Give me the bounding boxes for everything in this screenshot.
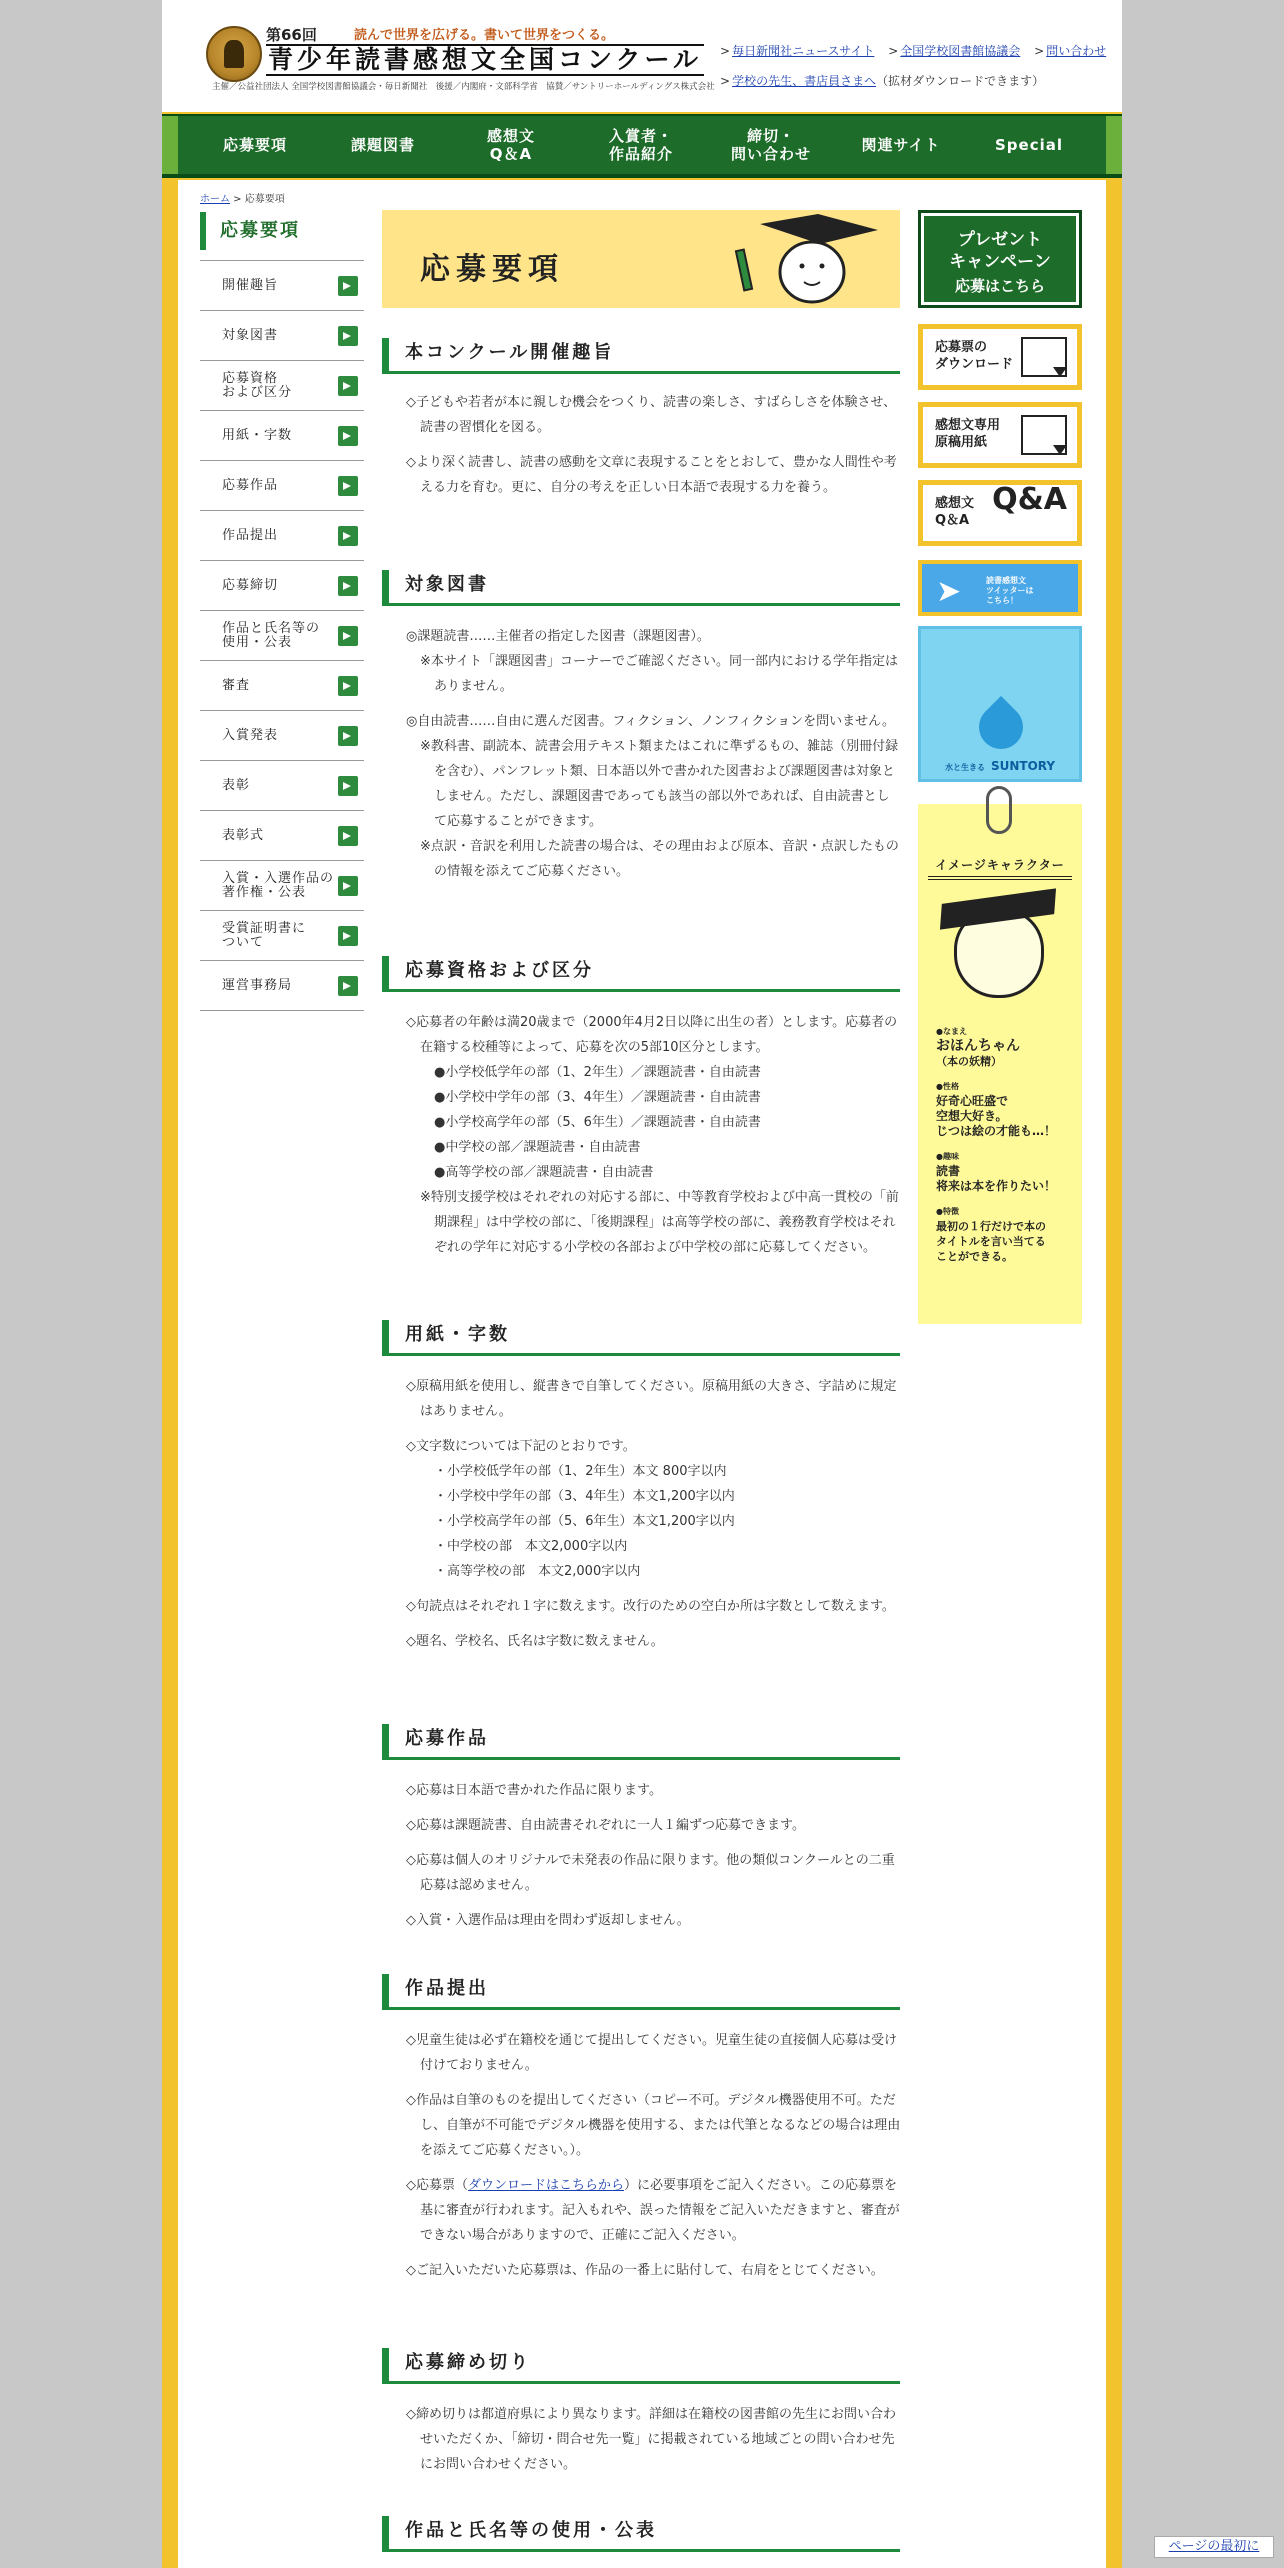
edition-label: 第66回 <box>266 26 317 44</box>
chevron-right-icon <box>338 826 358 846</box>
link-slanet[interactable]: 全国学校図書館協議会 <box>900 44 1021 58</box>
info-label: ●なまえ <box>936 1027 967 1036</box>
character-info <box>936 1014 1076 1264</box>
twitter-bird-icon: ➤ <box>936 574 962 609</box>
sidebar-item-label: 応募締切 <box>222 577 279 593</box>
logo-seal-icon[interactable] <box>206 26 262 82</box>
sidebar-item-usage[interactable] <box>200 610 364 660</box>
sidebar-divider <box>200 1010 364 1011</box>
global-nav <box>162 114 1122 178</box>
paragraph: ◇締め切りは都道府県により異なります。詳細は在籍校の図書館の先生にお問い合わせいただくか、「締切・問合せ先一覧」に掲載されている地域ごとの問い合わせ先にお問い合わせください。 <box>406 2407 896 2472</box>
section-deadline-body <box>406 2402 902 2487</box>
heading-purpose: 本コンクール開催趣旨 <box>382 338 900 374</box>
download-label: 応募票の ダウンロード <box>935 340 1014 372</box>
sidebar-item-judging[interactable] <box>200 660 364 710</box>
paragraph: ◇原稿用紙を使用し、縦書きで自筆してください。原稿用紙の大きさ、字詰めに規定はありません。 <box>406 1379 897 1419</box>
arrow-icon: > <box>720 74 731 88</box>
section-purpose-body <box>406 390 902 510</box>
download-link[interactable]: ダウンロードはこちらから <box>468 2178 625 2193</box>
sidebar-title: 応募要項 <box>200 212 364 250</box>
sidebar-item-purpose[interactable] <box>200 260 364 310</box>
paragraph: ◇ご記入いただいた応募票は、作品の一番上に貼付して、右肩をとじてください。 <box>406 2263 884 2278</box>
qa-icon: Q&A <box>992 482 1067 517</box>
chevron-right-icon <box>338 376 358 396</box>
suntory-wordmark: SUNTORY <box>990 759 1056 773</box>
water-drop-icon <box>970 696 1032 758</box>
paragraph: ◇応募は日本語で書かれた作品に限ります。 <box>406 1783 662 1798</box>
teacher-note: （拡材ダウンロードできます） <box>876 74 1045 88</box>
sidebar-item-books[interactable] <box>200 310 364 360</box>
present-line: プレゼント <box>957 230 1043 250</box>
sidebar-item-office[interactable] <box>200 960 364 1010</box>
section-works-body <box>406 1778 902 1943</box>
paragraph: ◇応募者の年齢は満20歳まで（2000年4月2日以降に出生の者）とします。応募者の在籍する校種等によって、応募を次の5部10区分とします。 <box>406 1015 898 1055</box>
paragraph: ◎課題読書……主催者の指定した図書（課題図書）。 <box>406 629 710 644</box>
sidebar-item-label: 運営事務局 <box>222 977 293 993</box>
site-title[interactable]: 青少年読書感想文全国コンクール <box>268 45 703 74</box>
link-teachers[interactable]: 学校の先生、書店員さまへ <box>732 74 877 88</box>
info-value: おほんちゃん <box>936 1038 1020 1054</box>
sidebar-item-label: 受賞証明書に ついて <box>222 920 307 950</box>
book-character-icon <box>700 210 900 308</box>
site-header <box>162 0 1122 112</box>
nav-item-deadline[interactable]: 締切・ 問い合わせ <box>730 127 811 163</box>
sidebar-item-label: 審査 <box>222 677 251 693</box>
chevron-right-icon <box>338 926 358 946</box>
chevron-right-icon <box>338 476 358 496</box>
section-eligibility-body <box>406 1010 902 1270</box>
heading-books: 対象図書 <box>382 570 900 606</box>
paragraph <box>406 2173 902 2248</box>
nav-edge-right <box>1106 116 1122 174</box>
sidebar-item-award[interactable] <box>200 760 364 810</box>
paragraph: ◎自由読書……自由に選んだ図書。フィクション、ノンフィクションを問いません。 <box>406 714 895 729</box>
download-icon <box>1021 337 1067 377</box>
download-icon <box>1021 415 1067 455</box>
tagline: 読んで世界を広げる。書いて世界をつくる。 <box>354 28 615 43</box>
list-item: ●中学校の部／課題読書・自由読書 <box>434 1140 641 1155</box>
twitter-button[interactable] <box>918 560 1082 616</box>
nav-item-related[interactable]: 関連サイト <box>861 136 941 154</box>
suntory-banner[interactable] <box>918 626 1082 782</box>
sidebar-item-label: 開催趣旨 <box>222 277 279 293</box>
present-campaign-button[interactable] <box>918 210 1082 308</box>
sidebar-item-label: 応募作品 <box>222 477 279 493</box>
qa-button[interactable] <box>918 480 1082 546</box>
paragraph: ◇より深く読書し、読書の感動を文章に表現することをとおして、豊かな人間性や考える力を育む。更に、自分の考えを正しい日本語で表現する力を養う。 <box>406 455 897 495</box>
sidebar-item-announce[interactable] <box>200 710 364 760</box>
manuscript-label: 感想文専用 原稿用紙 <box>935 418 1001 450</box>
paragraph: ◇文字数については下記のとおりです。 <box>406 1439 636 1454</box>
paragraph: ◇入賞・入選作品は理由を問わず返却しません。 <box>406 1913 690 1928</box>
chevron-right-icon <box>338 426 358 446</box>
breadcrumb <box>200 190 285 205</box>
arrow-icon: > <box>888 44 899 58</box>
sidebar-item-label: 応募資格 および区分 <box>222 370 293 400</box>
list-item: ●小学校低学年の部（1、2年生）／課題読書・自由読書 <box>434 1065 761 1080</box>
sidebar-item-paper[interactable] <box>200 410 364 460</box>
heading-eligibility: 応募資格および区分 <box>382 956 900 992</box>
chevron-right-icon <box>338 576 358 596</box>
chevron-right-icon <box>338 876 358 896</box>
section-paper-body <box>406 1374 902 1664</box>
nav-item-guidelines[interactable]: 応募要項 <box>222 136 287 154</box>
paragraph: ◇応募は課題読書、自由読書それぞれに一人１編ずつ応募できます。 <box>406 1818 805 1833</box>
sidebar-item-copyright[interactable] <box>200 860 364 910</box>
list-item: ●小学校高学年の部（5、6年生）／課題読書・自由読書 <box>434 1115 761 1130</box>
note: ※点訳・音訳を利用した読書の場合は、その理由および原本、音訳・点訳したものの情報を添えてご応募ください。 <box>420 839 899 879</box>
arrow-icon: > <box>1034 44 1045 58</box>
list-item: ・小学校低学年の部（1、2年生）本文 800字以内 <box>434 1464 727 1479</box>
note: ※本サイト「課題図書」コーナーでご確認ください。同一部内における学年指定はありません。 <box>420 654 898 694</box>
info-label: ●趣味 <box>936 1152 959 1161</box>
text: ◇応募票（ <box>406 2178 468 2193</box>
sidebar-item-works[interactable] <box>200 460 364 510</box>
link-mainichi[interactable]: 毎日新聞社ニュースサイト <box>732 44 875 58</box>
page-banner <box>382 210 900 308</box>
chevron-right-icon <box>338 526 358 546</box>
paragraph: ◇句読点はそれぞれ１字に数えます。改行のための空白か所は字数として数えます。 <box>406 1599 895 1614</box>
info-value: 好奇心旺盛で 空想大好き。 じつは絵の才能も…！ <box>936 1094 1057 1138</box>
paragraph: ◇作品は自筆のものを提出してください（コピー不可。デジタル機器使用不可。ただし、自筆が不可能でデジタル機器を使用する、または代筆となるなどの場合は理由を添えてご応募ください。）。 <box>406 2093 901 2158</box>
sidebar-item-eligibility[interactable] <box>200 360 364 410</box>
heading-deadline: 応募締め切り <box>382 2348 900 2384</box>
list-item: ・高等学校の部 本文2,000字以内 <box>434 1564 641 1579</box>
breadcrumb-sep: > <box>230 194 245 205</box>
note: ※特別支援学校はそれぞれの対応する部に、中等教育学校および中高一貫校の「前期課程」は中学校の部に、「後期課程」は高等学校の部に、義務教育学校はそれぞれの学年に対応する小学校の各部および中学校の部に応募してください。 <box>420 1190 899 1255</box>
sidebar-item-label: 用紙・字数 <box>222 427 293 443</box>
section-books-body <box>406 624 902 894</box>
sidebar-item-label: 対象図書 <box>222 327 279 343</box>
info-value: 最初の１行だけで本の タイトルを言い当てる ことができる。 <box>936 1220 1046 1263</box>
note: ※教科書、副読本、読書会用テキスト類またはこれに準ずるもの、雑誌（別冊付録を含む）、パンフレット類、日本語以外で書かれた図書および課題図書は対象としません。ただし、課題図書であっても該当の部以外であれば、自由読書として応募することができます。 <box>420 739 899 829</box>
info-value: 読書 将来は本を作りたい！ <box>936 1164 1057 1193</box>
back-to-top-button[interactable]: ページの最初に <box>1154 2536 1274 2558</box>
list-item: ●高等学校の部／課題読書・自由読書 <box>434 1165 654 1180</box>
suntory-sub: 水と生きる <box>944 763 985 772</box>
list-item: ●小学校中学年の部（3、4年生）／課題読書・自由読書 <box>434 1090 761 1105</box>
nav-item-qa[interactable]: 感想文 Q＆A <box>486 127 535 163</box>
heading-submit: 作品提出 <box>382 1974 900 2010</box>
nav-edge-left <box>162 116 178 174</box>
sidebar-item-submit[interactable] <box>200 510 364 560</box>
sidebar-item-label: 作品と氏名等の 使用・公表 <box>222 620 321 650</box>
list-item: ・小学校中学年の部（3、4年生）本文1,200字以内 <box>434 1489 735 1504</box>
sidebar-item-label: 表彰 <box>222 777 251 793</box>
section-submit-body <box>406 2028 902 2293</box>
page-frame <box>162 0 1122 2568</box>
present-line: キャンペーン <box>949 252 1051 272</box>
sponsor-line: 主催／公益社団法人 全国学校図書館協議会・毎日新聞社 後援／内閣府・文部科学省 協賛／サントリーホールディングス株式会社 <box>212 82 715 92</box>
nav-item-winners[interactable]: 入賞者・ 作品紹介 <box>608 127 673 163</box>
sidebar-item-ceremony[interactable] <box>200 810 364 860</box>
paragraph: ◇子どもや若者が本に親しむ機会をつくり、読書の楽しさ、すばらしさを体験させ、読書の習慣化を図る。 <box>406 395 897 435</box>
qa-label: 感想文 Q＆A <box>935 496 975 528</box>
nav-item-books[interactable]: 課題図書 <box>350 136 415 154</box>
present-cta: 応募はこちら <box>954 277 1045 295</box>
text: ）に必要事項をご記入ください。この応募票を基に審査が行われます。記入もれや、誤った情報をご記入いただきますと、審査ができない場合がありますので、正確にご記入ください。 <box>420 2178 900 2243</box>
nav-item-special[interactable]: Special <box>994 136 1063 154</box>
content-area <box>178 180 1106 2568</box>
heading-usage: 作品と氏名等の使用・公表 <box>382 2516 900 2552</box>
suntory-logo <box>921 759 1079 773</box>
download-form-button[interactable] <box>918 324 1082 390</box>
heading-paper: 用紙・字数 <box>382 1320 900 1356</box>
sidebar-item-certificate[interactable] <box>200 910 364 960</box>
chevron-right-icon <box>338 726 358 746</box>
breadcrumb-home[interactable]: ホーム <box>200 194 230 205</box>
info-label: ●性格 <box>936 1082 959 1091</box>
heading-works: 応募作品 <box>382 1724 900 1760</box>
list-item: ・中学校の部 本文2,000字以内 <box>434 1539 628 1554</box>
divider <box>928 876 1072 880</box>
arrow-icon: > <box>720 44 731 58</box>
link-contact[interactable]: 問い合わせ <box>1046 44 1107 58</box>
header-links <box>710 36 1106 96</box>
chevron-right-icon <box>338 276 358 296</box>
info-label: ●特徴 <box>936 1207 959 1216</box>
manuscript-paper-button[interactable] <box>918 402 1082 468</box>
chevron-right-icon <box>338 976 358 996</box>
list-item: ・小学校高学年の部（5、6年生）本文1,200字以内 <box>434 1514 735 1529</box>
chevron-right-icon <box>338 776 358 796</box>
paragraph: ◇題名、学校名、氏名は字数に数えません。 <box>406 1634 664 1649</box>
chevron-right-icon <box>338 626 358 646</box>
sidebar-item-label: 入賞発表 <box>222 727 279 743</box>
sidebar-item-label: 表彰式 <box>222 827 265 843</box>
info-sub: （本の妖精） <box>936 1055 1002 1068</box>
sidebar-item-deadline[interactable] <box>200 560 364 610</box>
sidebar-item-label: 入賞・入選作品の 著作権・公表 <box>222 870 335 900</box>
paragraph: ◇児童生徒は必ず在籍校を通じて提出してください。児童生徒の直接個人応募は受け付けておりません。 <box>406 2033 897 2073</box>
breadcrumb-current: 応募要項 <box>244 194 285 205</box>
image-character-panel <box>918 804 1082 1324</box>
chevron-right-icon <box>338 326 358 346</box>
sidebar-item-label: 作品提出 <box>222 527 279 543</box>
twitter-label: 読書感想文 ツイッターは こちら！ <box>986 576 1034 605</box>
character-title: イメージキャラクター <box>935 858 1065 872</box>
chevron-right-icon <box>338 676 358 696</box>
page-title: 応募要項 <box>420 252 564 287</box>
paragraph: ◇応募は個人のオリジナルで未発表の作品に限ります。他の類似コンクールとの二重応募は認めません。 <box>406 1853 895 1893</box>
paperclip-icon <box>986 786 1012 834</box>
